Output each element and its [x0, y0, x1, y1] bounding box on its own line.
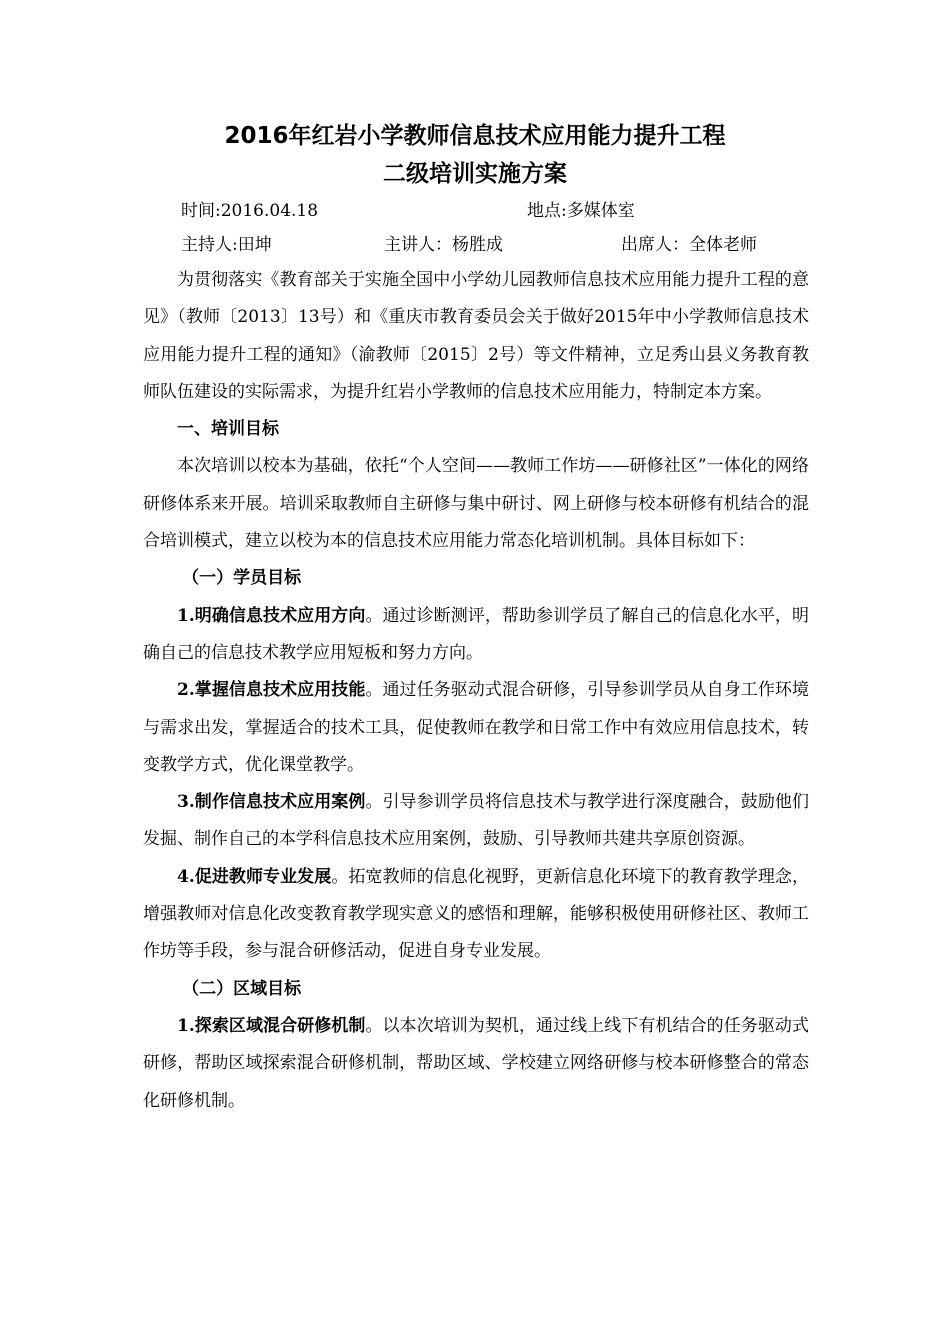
intro-paragraph: 为贯彻落实《教育部关于实施全国中小学幼儿园教师信息技术应用能力提升工程的意见》（教师〔2013〕13号）和《重庆市教育委员会关于做好2015年中小学教师信息技术应用能力提升工程的通知》（渝教师〔2015〕2号）等文件精神，立足秀山县义务教育教师队伍建设的实际需求，为提升红岩小学教师的信息技术应用能力，特制定本方案。	[143, 270, 809, 402]
trainee-goal-item	[143, 672, 809, 784]
goal-lead: 4.促进教师专业发展	[177, 866, 332, 887]
document-body	[143, 262, 809, 1120]
subheading-region-goals: （二）区域目标	[182, 978, 302, 999]
training-goals-paragraph: 本次培训以校本为基础，依托“个人空间——教师工作坊——研修社区”一体化的网络研修体系来开展。培训采取教师自主研修与集中研讨、网上研修与校本研修有机结合的混合培训模式，建立以校为本的信息技术应用能力常态化培训机制。具体目标如下：	[143, 456, 809, 552]
meeting-host: 主持人:田坤	[181, 235, 272, 255]
goal-lead: 2.掌握信息技术应用技能	[177, 680, 366, 701]
goal-text: 。通过诊断测评，帮助参训学员了解自己的信息化水平，明确自己的信息技术教学应用短板和努力方向。	[143, 605, 809, 663]
region-goal-item	[143, 1008, 809, 1120]
meeting-speaker: 主讲人：杨胜成	[384, 235, 503, 255]
goal-text: 。引导参训学员将信息技术与教学进行深度融合，鼓励他们发掘、制作自己的本学科信息技术应用案例，鼓励、引导教师共建共享原创资源。	[143, 792, 809, 850]
goal-lead: 1.探索区域混合研修机制	[177, 1015, 366, 1036]
section-heading-training-goals: 一、培训目标	[177, 419, 279, 440]
trainee-goal-item	[143, 784, 809, 859]
meeting-time: 时间:2016.04.18	[181, 201, 319, 221]
goal-text: 。拓宽教师的信息化视野，更新信息化环境下的教育教学理念，增强教师对信息化改变教育教学现实意义的感悟和理解，能够积极使用研修社区、教师工作坊等手段，参与混合研修活动，促进自身专业发展。	[143, 866, 809, 962]
goal-lead: 3.制作信息技术应用案例	[177, 792, 366, 813]
goal-text: 。以本次培训为契机，通过线上线下有机结合的任务驱动式研修，帮助区域探索混合研修机制，帮助区域、学校建立网络研修与校本研修整合的常态化研修机制。	[143, 1015, 809, 1111]
meeting-attendees: 出席人：全体老师	[621, 235, 757, 255]
trainee-goal-item	[143, 859, 809, 971]
goal-text: 。通过任务驱动式混合研修，引导参训学员从自身工作环境与需求出发，掌握适合的技术工具，促使教师在教学和日常工作中有效应用信息技术，转变教学方式，优化课堂教学。	[143, 680, 809, 775]
goal-lead: 1.明确信息技术应用方向	[177, 605, 366, 626]
subheading-trainee-goals: （一）学员目标	[182, 568, 302, 589]
document-title: 2016年红岩小学教师信息技术应用能力提升工程	[224, 123, 726, 149]
document-subtitle: 二级培训实施方案	[383, 161, 567, 187]
meeting-location: 地点:多媒体室	[527, 201, 635, 221]
trainee-goal-item	[143, 598, 809, 673]
